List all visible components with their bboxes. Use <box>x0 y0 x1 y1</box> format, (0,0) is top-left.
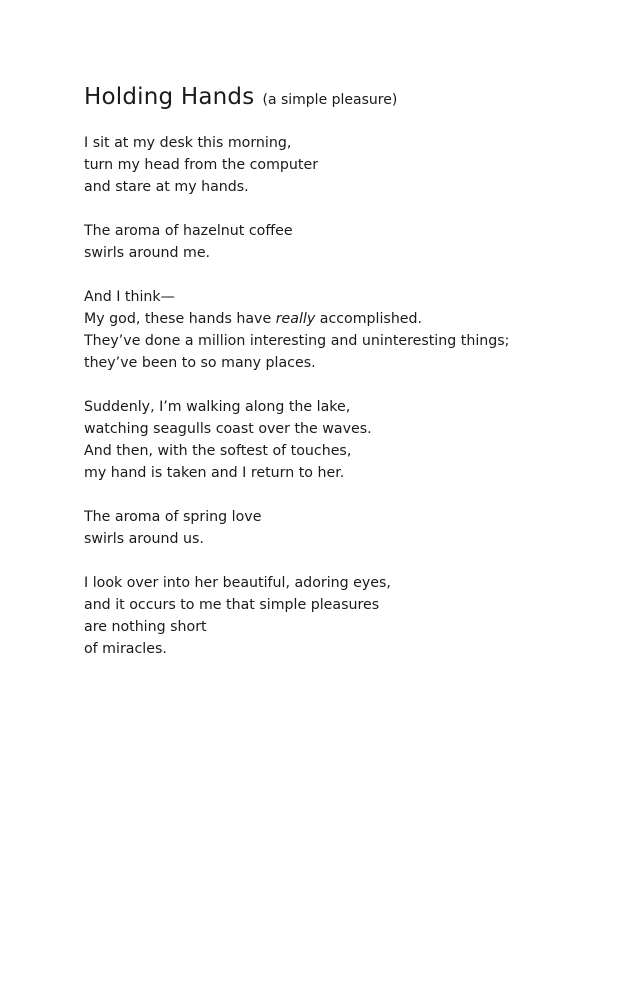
poem-line: turn my head from the computer <box>84 157 319 173</box>
poem-line: I look over into her beautiful, adoring eyes, <box>84 575 391 591</box>
poem-line: they’ve been to so many places. <box>84 355 316 371</box>
poem-line: The aroma of spring love <box>84 509 262 525</box>
poem-heading <box>84 84 604 110</box>
poem-page <box>84 84 604 682</box>
poem-line: Suddenly, I’m walking along the lake, <box>84 399 351 415</box>
stanza-6 <box>84 572 604 660</box>
poem-line: And I think— <box>84 289 175 305</box>
stanza-1 <box>84 132 604 198</box>
poem-line: are nothing short <box>84 619 207 635</box>
poem-line: And then, with the softest of touches, <box>84 443 352 459</box>
poem-subtitle: (a simple pleasure) <box>262 92 398 108</box>
stanza-2 <box>84 220 604 264</box>
poem-line-part: accomplished. <box>315 311 423 327</box>
stanza-5 <box>84 506 604 550</box>
stanza-4 <box>84 396 604 484</box>
emphasized-word: really <box>275 311 316 327</box>
stanza-3 <box>84 286 604 374</box>
poem-line: my hand is taken and I return to her. <box>84 465 345 481</box>
poem-line: of miracles. <box>84 641 167 657</box>
poem-line: and stare at my hands. <box>84 179 249 195</box>
poem-title: Holding Hands <box>84 84 255 110</box>
poem-line: watching seagulls coast over the waves. <box>84 421 372 437</box>
poem-line: They’ve done a million interesting and uninteresting things; <box>84 333 510 349</box>
poem-line: swirls around me. <box>84 245 211 261</box>
poem-line: The aroma of hazelnut coffee <box>84 223 293 239</box>
poem-line: and it occurs to me that simple pleasures <box>84 597 380 613</box>
poem-line-with-emphasis <box>84 308 604 330</box>
poem-line: swirls around us. <box>84 531 204 547</box>
poem-line-part: My god, these hands have <box>84 311 276 327</box>
poem-line: I sit at my desk this morning, <box>84 135 292 151</box>
